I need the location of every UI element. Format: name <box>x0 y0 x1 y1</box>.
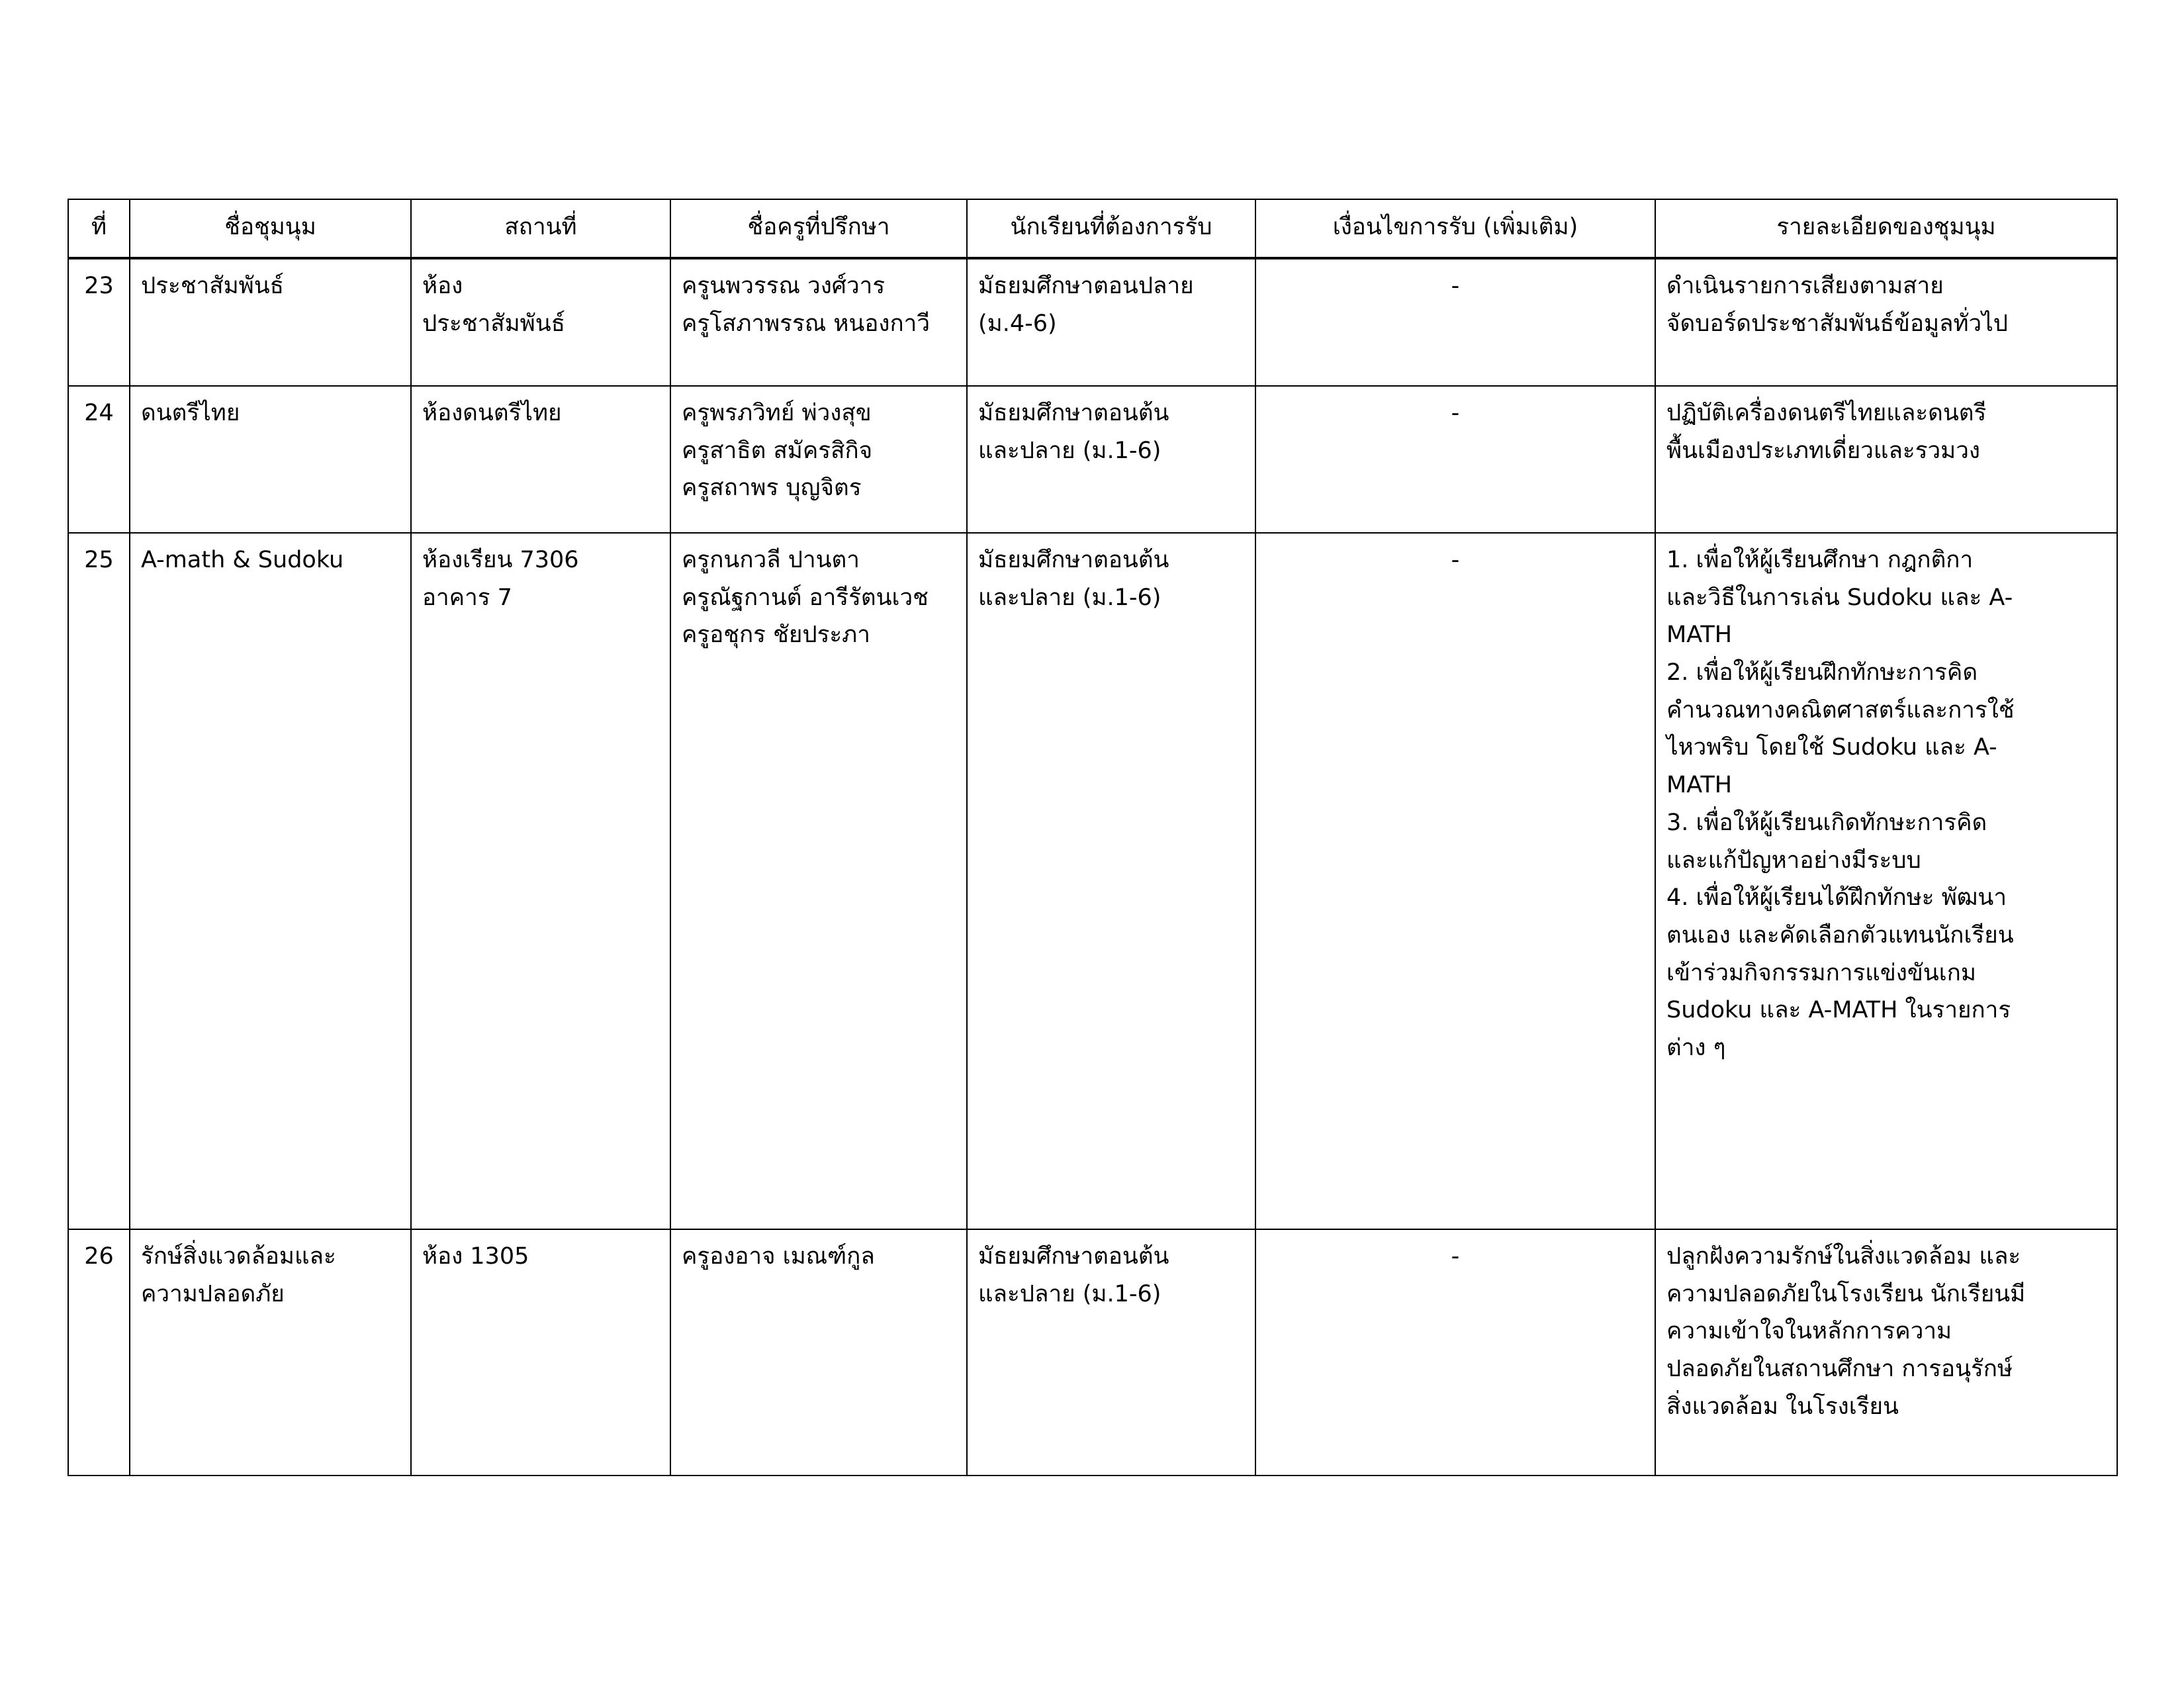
cell-line: ครูนพวรรณ วงศ์วาร <box>682 273 886 299</box>
cell-lines <box>1666 541 2106 1067</box>
cell-line: ความเข้าใจในหลักการความ <box>1666 1318 1952 1345</box>
cell-line: ตนเอง และคัดเลือกตัวแทนนักเรียน <box>1666 921 2014 949</box>
table-body <box>68 258 2117 1476</box>
cell-place <box>411 258 670 386</box>
cell-condition: - <box>1255 533 1655 1229</box>
cell-no: 25 <box>68 533 130 1229</box>
cell-teacher <box>670 1229 967 1476</box>
cell-line: มัธยมศึกษาตอนต้น <box>978 547 1169 573</box>
cell-line: ปลูกฝังความรักษ์ในสิ่งแวดล้อม และ <box>1666 1243 2021 1270</box>
column-header-teacher: ชื่อครูที่ปรึกษา <box>670 199 967 258</box>
cell-lines <box>141 1238 400 1313</box>
cell-no: 24 <box>68 386 130 533</box>
cell-line: ปลอดภัยในสถานศึกษา การอนุรักษ์ <box>1666 1356 2013 1383</box>
cell-lines <box>141 395 400 432</box>
cell-detail <box>1655 386 2117 533</box>
cell-line: 1. เพื่อให้ผู้เรียนศึกษา กฎกติกา <box>1666 547 1974 573</box>
column-header-detail: รายละเอียดของชุมนุม <box>1655 199 2117 258</box>
cell-line: และปลาย (ม.1-6) <box>978 1280 1161 1307</box>
cell-line: ห้อง <box>422 273 463 299</box>
column-header-name: ชื่อชุมนุม <box>130 199 411 258</box>
cell-line: และแก้ปัญหาอย่างมีระบบ <box>1666 847 1921 874</box>
cell-line: รักษ์สิ่งแวดล้อมและ <box>141 1243 336 1270</box>
cell-level <box>967 258 1255 386</box>
club-list-table <box>68 199 2118 1476</box>
cell-line: ครูกนกวลี ปานตา <box>682 547 860 573</box>
cell-lines <box>1666 267 2106 342</box>
cell-teacher <box>670 386 967 533</box>
cell-line: มัธยมศึกษาตอนต้น <box>978 400 1169 426</box>
cell-name <box>130 386 411 533</box>
cell-lines <box>978 541 1244 616</box>
cell-name <box>130 1229 411 1476</box>
cell-lines <box>978 267 1244 342</box>
cell-lines <box>141 541 400 579</box>
cell-teacher <box>670 258 967 386</box>
cell-place <box>411 386 670 533</box>
cell-lines <box>978 395 1244 469</box>
table-row <box>68 258 2117 386</box>
cell-lines <box>1666 395 2106 469</box>
cell-detail <box>1655 533 2117 1229</box>
cell-line: ครูองอาจ เมณฑ์กูล <box>682 1243 875 1270</box>
cell-line: มัธยมศึกษาตอนปลาย <box>978 273 1194 299</box>
cell-line: ครูพรภวิทย์ พ่วงสุข <box>682 400 872 426</box>
cell-line: A-math & Sudoku <box>141 547 344 573</box>
cell-line: ความปลอดภัย <box>141 1280 285 1307</box>
cell-level <box>967 386 1255 533</box>
cell-line: MATH <box>1666 772 1733 799</box>
cell-no: 26 <box>68 1229 130 1476</box>
cell-no: 23 <box>68 258 130 386</box>
cell-place <box>411 533 670 1229</box>
cell-lines <box>141 267 400 305</box>
cell-line: จัดบอร์ดประชาสัมพันธ์ข้อมูลทั่วไป <box>1666 310 2009 337</box>
cell-line: และปลาย (ม.1-6) <box>978 437 1161 464</box>
cell-lines <box>682 1238 956 1276</box>
cell-line: มัธยมศึกษาตอนต้น <box>978 1243 1169 1270</box>
table-header <box>68 199 2117 258</box>
cell-lines <box>422 395 659 432</box>
cell-line: ดำเนินรายการเสียงตามสาย <box>1666 273 1944 299</box>
cell-line: ครูสาธิต สมัครสิกิจ <box>682 437 873 464</box>
cell-lines <box>978 1238 1244 1313</box>
cell-name <box>130 533 411 1229</box>
cell-detail <box>1655 1229 2117 1476</box>
cell-lines <box>682 267 956 342</box>
cell-name <box>130 258 411 386</box>
cell-line: เข้าร่วมกิจกรรมการแข่งขันเกม <box>1666 959 1976 986</box>
cell-line: ดนตรีไทย <box>141 400 240 426</box>
cell-line: ไหวพริบ โดยใช้ Sudoku และ A- <box>1666 734 1997 761</box>
cell-lines <box>422 541 659 616</box>
cell-line: สิ่งแวดล้อม ในโรงเรียน <box>1666 1393 1899 1420</box>
column-header-place: สถานที่ <box>411 199 670 258</box>
cell-line: ห้องเรียน 7306 <box>422 547 579 573</box>
cell-line: ห้องดนตรีไทย <box>422 400 562 426</box>
cell-line: ต่าง ๆ <box>1666 1034 1726 1061</box>
column-header-no: ที่ <box>68 199 130 258</box>
cell-line: ห้อง 1305 <box>422 1243 529 1270</box>
cell-lines <box>1666 1238 2106 1425</box>
cell-condition: - <box>1255 258 1655 386</box>
cell-condition: - <box>1255 1229 1655 1476</box>
table-row <box>68 1229 2117 1476</box>
cell-line: ครูณัฐกานต์ อารีรัตนเวช <box>682 584 929 611</box>
cell-line: 3. เพื่อให้ผู้เรียนเกิดทักษะการคิด <box>1666 809 1987 836</box>
cell-line: ประชาสัมพันธ์ <box>422 310 566 337</box>
cell-lines <box>422 267 659 342</box>
cell-place <box>411 1229 670 1476</box>
table-row <box>68 386 2117 533</box>
cell-lines <box>682 395 956 507</box>
cell-line: อาคาร 7 <box>422 584 512 611</box>
cell-line: คำนวณทางคณิตศาสตร์และการใช้ <box>1666 696 2015 724</box>
cell-line: ครูโสภาพรรณ หนองกาวี <box>682 310 930 337</box>
cell-line: ประชาสัมพันธ์ <box>141 273 285 299</box>
cell-level <box>967 1229 1255 1476</box>
column-header-cond: เงื่อนไขการรับ (เพิ่มเติม) <box>1255 199 1655 258</box>
cell-line: Sudoku และ A-MATH ในรายการ <box>1666 997 2011 1024</box>
cell-line: 4. เพื่อให้ผู้เรียนได้ฝึกทักษะ พัฒนา <box>1666 884 2007 912</box>
cell-detail <box>1655 258 2117 386</box>
cell-line: ความปลอดภัยในโรงเรียน นักเรียนมี <box>1666 1280 2026 1307</box>
cell-teacher <box>670 533 967 1229</box>
cell-line: MATH <box>1666 622 1733 649</box>
column-header-level: นักเรียนที่ต้องการรับ <box>967 199 1255 258</box>
cell-line: และวิธีในการเล่น Sudoku และ A- <box>1666 584 2013 611</box>
cell-line: ครูอชุกร ชัยประภา <box>682 622 870 649</box>
cell-line: ปฏิบัติเครื่องดนตรีไทยและดนตรี <box>1666 400 1987 426</box>
cell-condition: - <box>1255 386 1655 533</box>
cell-line: (ม.4-6) <box>978 310 1057 337</box>
cell-line: ครูสถาพร บุญจิตร <box>682 475 862 502</box>
cell-line: พื้นเมืองประเภทเดี่ยวและรวมวง <box>1666 437 1980 464</box>
cell-line: และปลาย (ม.1-6) <box>978 584 1161 611</box>
table-row <box>68 533 2117 1229</box>
cell-line: 2. เพื่อให้ผู้เรียนฝึกทักษะการคิด <box>1666 659 1978 686</box>
cell-level <box>967 533 1255 1229</box>
table-header-row <box>68 199 2117 258</box>
cell-lines <box>682 541 956 654</box>
club-list-table-container <box>68 199 2116 1476</box>
cell-lines <box>422 1238 659 1276</box>
